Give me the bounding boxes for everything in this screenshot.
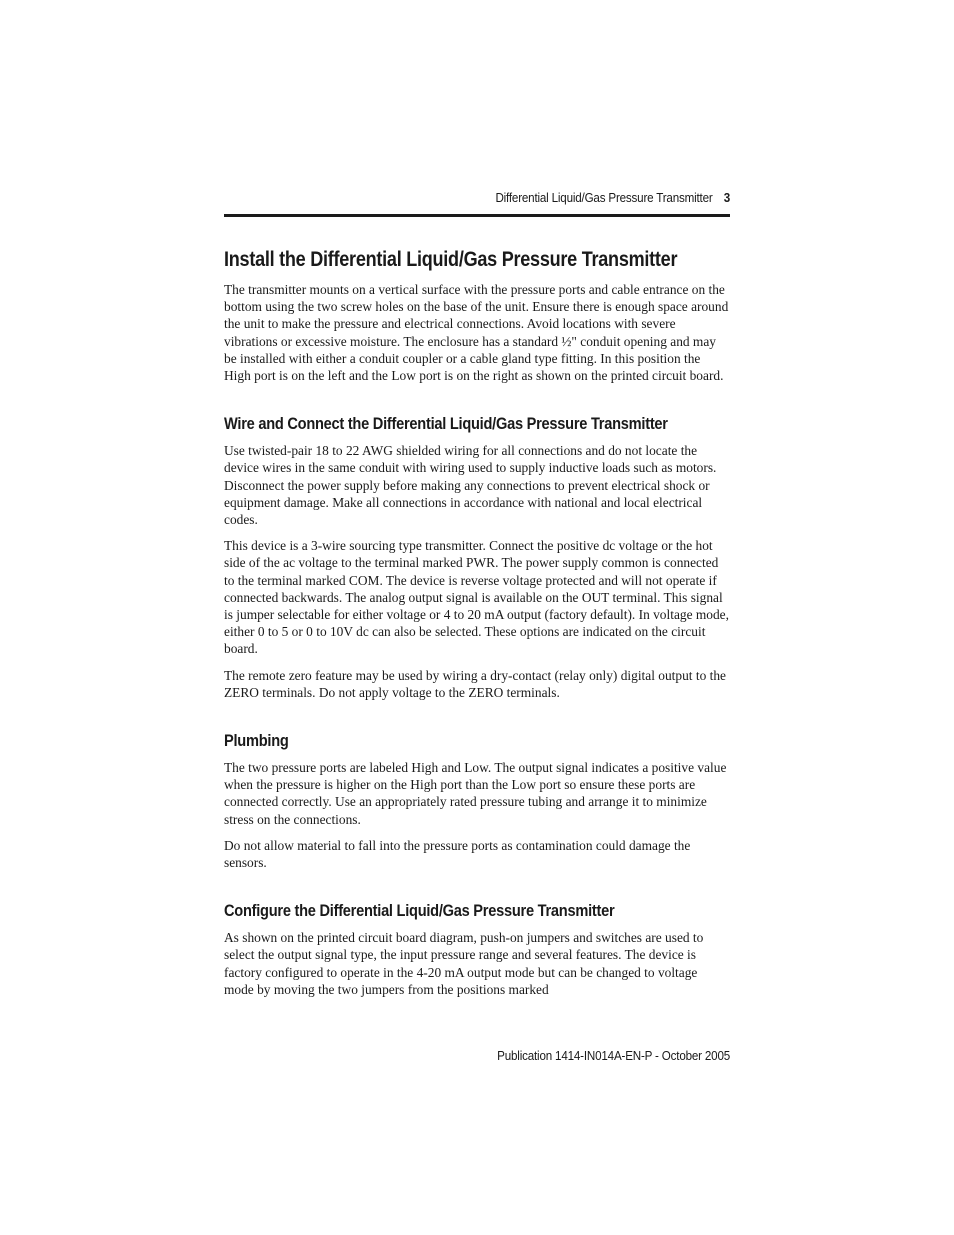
section-heading-plumbing: Plumbing (224, 731, 289, 751)
section-heading-install: Install the Differential Liquid/Gas Pressure Transmitter (224, 248, 678, 271)
running-header (259, 191, 730, 205)
paragraph-wire-1: Use twisted-pair 18 to 22 AWG shielded wiring for all connections and do not locate the device wires in the same conduit with wiring used to supply inductive loads such as motors. Disconnect the power supply before making any connections to prevent electrical shock or equipment damage. Make all connections in accordance with national and local electrical codes. (224, 443, 717, 528)
paragraph-install-1: The transmitter mounts on a vertical surface with the pressure ports and cable entrance on the bottom using the two screw holes on the base of the unit. Ensure there is enough space around the unit to make the pressure and electrical connections. Avoid locations with severe vibrations or excessive moisture. The enclosure has a standard ½" conduit opening and may be installed with either a conduit coupler or a cable gland type fitting. In this position the High port is on the left and the Low port is on the right as shown on the printed circuit board. (224, 282, 729, 384)
paragraph-wire-3: The remote zero feature may be used by wiring a dry-contact (relay only) digital output to the ZERO terminals. Do not apply voltage to the ZERO terminals. (224, 667, 726, 700)
header-rule (224, 214, 730, 217)
section-heading-wire: Wire and Connect the Differential Liquid/Gas Pressure Transmitter (224, 414, 668, 434)
paragraph-plumbing-2: Do not allow material to fall into the pressure ports as contamination could damage the sensors. (224, 837, 691, 871)
page-content (224, 246, 730, 1007)
section-heading-configure: Configure the Differential Liquid/Gas Pressure Transmitter (224, 901, 615, 921)
paragraph-configure-1: As shown on the printed circuit board diagram, push-on jumpers and switches are used to select the output signal type, the input pressure range and several features. The device is factory configured to operate in the 4-20 mA output mode but can be changed to voltage mode by moving the two jumpers from the positions marked (224, 930, 704, 997)
paragraph-wire-2: This device is a 3-wire sourcing type transmitter. Connect the positive dc voltage or the hot side of the ac voltage to the terminal marked PWR. The power supply common is connected to the terminal marked COM. The device is reverse voltage protected and will not operate if connected backwards. The analog output signal is available on the OUT terminal. This signal is jumper selectable for either voltage or 4 to 20 mA output (factory default). In voltage mode, either 0 to 5 or 0 to 10V dc can also be selected. These options are indicated on the circuit board. (224, 538, 729, 657)
running-header-title: Differential Liquid/Gas Pressure Transmitter (495, 191, 713, 205)
publication-footer: Publication 1414-IN014A-EN-P - October 2005 (497, 1049, 730, 1063)
paragraph-plumbing-1: The two pressure ports are labeled High and Low. The output signal indicates a positive value when the pressure is higher on the High port than the Low port so ensure these ports are connected correctly. Use an appropriately rated pressure tubing and arrange it to minimize stress on the connections. (224, 760, 727, 827)
page-number: 3 (723, 191, 730, 205)
